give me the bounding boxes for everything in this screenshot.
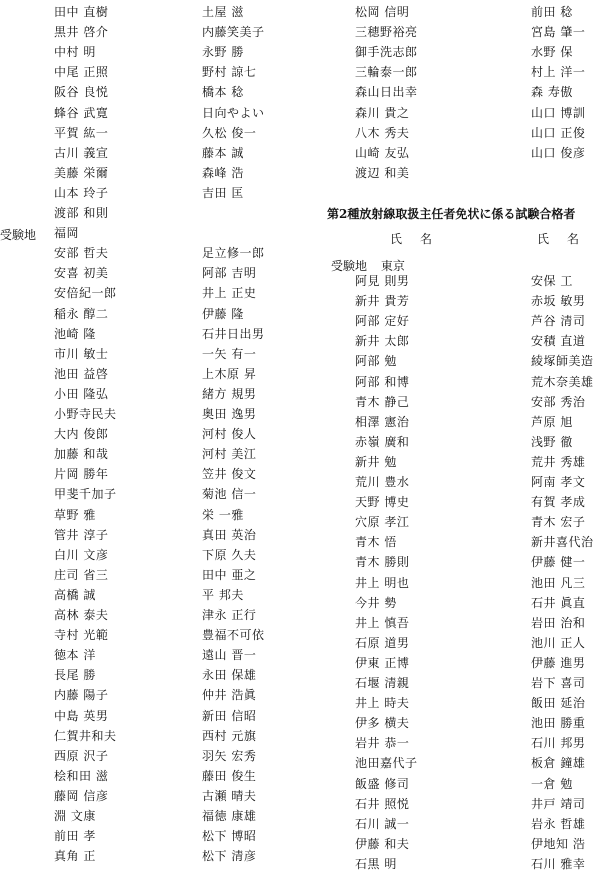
person-name: 橋本 稔	[202, 85, 244, 100]
person-name: 管井 淳子	[54, 527, 109, 542]
person-name: 仁賀井和夫	[54, 728, 117, 743]
person-name: 青木 悟	[355, 535, 397, 550]
label-fukuoka-exam-site	[0, 226, 36, 243]
person-name: 安積 直道	[531, 334, 586, 349]
person-name: 岩下 喜司	[531, 676, 586, 690]
person-name: 森峰 浩	[202, 165, 244, 180]
person-name: 日向やよい	[202, 105, 265, 120]
person-name: 上木原 昇	[202, 366, 257, 381]
person-name: 板倉 鐘雄	[531, 756, 586, 771]
tokyo-exam-site	[331, 257, 405, 274]
person-name: 久松 俊一	[202, 125, 257, 140]
person-name: 平 邦夫	[202, 587, 244, 602]
person-name: 西村 元旗	[202, 728, 257, 743]
person-name: 荒井 秀雄	[531, 454, 586, 469]
person-name: 新井 勉	[355, 454, 397, 469]
person-name: 伊藤 健一	[531, 555, 586, 570]
person-name: 有賀 孝成	[531, 495, 586, 510]
person-name: 古川 義宣	[54, 145, 109, 160]
person-name: 阿南 孝文	[531, 475, 586, 489]
person-name: 真田 英治	[202, 527, 257, 542]
person-name: 井上 慎吾	[355, 615, 410, 630]
person-name: 浅野 徹	[531, 434, 573, 449]
person-name: 伊多 横夫	[355, 716, 410, 731]
person-name: 小田 隆弘	[54, 386, 109, 401]
person-name: 山口 正俊	[531, 125, 586, 140]
person-name: 永野 勝	[202, 45, 244, 60]
person-name: 松下 博昭	[202, 829, 257, 844]
person-name: 八木 秀夫	[355, 125, 410, 140]
person-name: 阪谷 良悦	[54, 85, 109, 100]
person-name: 菊池 信一	[202, 487, 257, 502]
person-name: 石井 照悦	[355, 796, 410, 811]
person-name: 伊藤 和夫	[355, 836, 410, 851]
person-name: 石川 雅幸	[531, 856, 586, 871]
person-name: 伊藤 隆	[202, 306, 244, 321]
person-name: 平賀 紘一	[54, 125, 109, 140]
person-name: 山口 俊彦	[531, 145, 586, 160]
person-name: 市川 敏士	[54, 346, 109, 361]
person-name: 飯田 延治	[531, 696, 586, 711]
person-name: 村上 洋一	[531, 65, 586, 80]
person-name: 河村 俊人	[202, 427, 257, 442]
person-name: 池崎 隆	[54, 326, 96, 341]
person-name: 野村 諒七	[202, 65, 257, 80]
person-name: 石井日出男	[202, 326, 265, 341]
person-name: 石川 誠一	[355, 816, 410, 831]
person-name: 岩永 哲雄	[531, 816, 586, 831]
person-name: 石原 道男	[355, 635, 410, 650]
person-name: 稲永 醇二	[54, 306, 109, 321]
person-name: 石堰 清親	[355, 676, 410, 690]
person-name: 宮島 肇一	[531, 25, 586, 40]
person-name: 一矢 有一	[202, 346, 257, 361]
section-title: 第2種放射線取扱主任者免状に係る試験合格者	[327, 207, 576, 221]
person-name: 石川 邦男	[531, 736, 586, 751]
person-name: 阿部 吉明	[202, 266, 257, 281]
person-name: 伊東 正博	[355, 655, 410, 670]
header-name-right: 氏名	[537, 232, 598, 246]
person-name: 池田嘉代子	[355, 756, 418, 771]
person-name: 安喜 初美	[54, 266, 109, 281]
exam-site-label: 受験地	[0, 228, 37, 242]
person-name: 伊藤 進男	[531, 655, 586, 670]
person-name: 庄司 省三	[54, 567, 109, 582]
person-name: 石井 眞直	[531, 595, 586, 610]
person-name: 小野寺民夫	[54, 407, 117, 421]
person-name: 蜂谷 武寛	[54, 105, 109, 120]
person-name: 穴原 孝江	[355, 515, 410, 530]
person-name: 桧和田 滋	[54, 768, 109, 783]
person-name: 岩井 恭一	[355, 736, 410, 751]
person-name: 藤田 俊生	[202, 768, 257, 783]
person-name: 森山日出幸	[355, 85, 418, 100]
person-name: 高林 泰夫	[54, 608, 109, 622]
person-name: 片岡 勝年	[54, 467, 109, 482]
person-name: 下原 久夫	[202, 547, 257, 562]
person-name: 土屋 滋	[202, 5, 244, 19]
person-name: 森 寿傲	[531, 85, 573, 100]
person-name: 安部 哲夫	[54, 246, 109, 261]
person-name: 相澤 憲治	[355, 414, 410, 429]
person-name: 美藤 栄爾	[54, 165, 109, 180]
person-name: 仲井 浩眞	[202, 688, 257, 703]
person-name: 津永 正行	[202, 608, 257, 622]
person-name: 笠井 俊文	[202, 467, 257, 482]
person-name: 岩田 治和	[531, 615, 586, 630]
person-name: 阿見 則男	[355, 274, 410, 288]
person-name: 芦谷 清司	[531, 314, 586, 329]
person-name: 草野 雅	[54, 507, 96, 522]
person-name: 安保 工	[531, 274, 573, 288]
person-name: 芦原 旭	[531, 414, 573, 429]
person-name: 福岡	[54, 226, 80, 241]
person-name: 山口 博訓	[531, 105, 586, 120]
person-name: 天野 博史	[355, 495, 410, 510]
person-name: 井上 時夫	[355, 696, 410, 711]
person-name: 三穂野裕亮	[355, 25, 418, 40]
person-name: 大内 俊郎	[54, 427, 109, 442]
person-name: 中村 明	[54, 45, 96, 60]
person-name: 真角 正	[54, 849, 96, 864]
person-name: 淵 文康	[54, 809, 96, 823]
person-name: 阿部 勉	[355, 354, 397, 369]
person-name: 豊福不可依	[202, 628, 265, 643]
person-name: 青木 勝則	[355, 555, 410, 570]
person-name: 内藤 陽子	[54, 688, 109, 703]
person-name: 今井 勢	[355, 595, 397, 610]
person-name: 古瀬 晴夫	[202, 788, 257, 803]
person-name: 池田 勝重	[531, 716, 586, 731]
person-name: 新田 信昭	[202, 708, 257, 723]
person-name: 飯盛 修司	[355, 776, 410, 791]
person-name: 河村 美江	[202, 447, 257, 462]
person-name: 奥田 逸男	[202, 407, 257, 421]
person-name: 寺村 光範	[54, 628, 109, 643]
person-name: 甲斐千加子	[54, 487, 117, 502]
person-name: 長尾 勝	[54, 668, 96, 683]
person-name: 荒川 豊水	[355, 475, 410, 489]
person-name: 山本 玲子	[54, 185, 109, 200]
person-name: 中島 英男	[54, 708, 109, 723]
exam-site-place-2: 東京	[380, 259, 405, 273]
person-name: 加藤 和哉	[54, 447, 109, 462]
person-name: 井上 正史	[202, 286, 257, 301]
person-name: 青木 宏子	[531, 515, 586, 530]
person-name: 井上 明也	[355, 575, 410, 590]
person-name: 山崎 友弘	[355, 145, 410, 160]
person-name: 藤岡 信彦	[54, 788, 109, 803]
person-name: 綾塚師美造	[531, 354, 594, 369]
person-name: 御手洗志郎	[355, 45, 418, 60]
person-name: 赤坂 敏男	[531, 294, 586, 309]
person-name: 羽矢 宏秀	[202, 748, 257, 763]
person-name: 黒井 啓介	[54, 25, 109, 40]
person-name: 青木 静己	[355, 394, 410, 409]
person-name: 池田 凡三	[531, 575, 586, 590]
person-name: 足立修一郎	[202, 246, 265, 261]
person-name: 前田 稔	[531, 5, 573, 19]
person-name: 徳本 洋	[54, 648, 96, 663]
person-name: 遠山 晋一	[202, 648, 257, 663]
person-name: 井戸 靖司	[531, 796, 586, 811]
person-name: 前田 孝	[54, 829, 96, 844]
person-name: 伊地知 浩	[531, 836, 586, 851]
person-name: 藤本 誠	[202, 145, 244, 160]
person-name: 荒木奈美雄	[531, 374, 594, 389]
person-name: 松岡 信明	[355, 5, 410, 19]
person-name: 中尾 正照	[54, 65, 109, 80]
header-name-left: 氏名	[390, 232, 451, 246]
person-name: 石黒 明	[355, 856, 397, 871]
person-name: 田中 直樹	[54, 5, 109, 19]
person-name: 池田 益啓	[54, 366, 109, 381]
person-name: 内藤笑美子	[202, 25, 265, 40]
person-name: 渡辺 和美	[355, 165, 410, 180]
person-name: 高橋 誠	[54, 587, 96, 602]
person-name: 栄 一雅	[202, 507, 244, 522]
person-name: 田中 亜之	[202, 567, 257, 582]
person-name: 森川 貴之	[355, 105, 410, 120]
person-name: 松下 清彦	[202, 849, 257, 864]
person-name: 西原 沢子	[54, 748, 109, 763]
exam-site-label-2: 受験地	[331, 259, 368, 273]
person-name: 渡部 和則	[54, 206, 109, 220]
person-name: 赤嶺 廣和	[355, 434, 410, 449]
person-name: 水野 保	[531, 45, 573, 60]
person-name: 三輪泰一郎	[355, 65, 418, 80]
person-name: 永田 保雄	[202, 668, 257, 683]
person-name: 新井喜代治	[531, 535, 594, 550]
person-name: 吉田 匡	[202, 185, 244, 200]
person-name: 白川 文彦	[54, 547, 109, 562]
person-name: 新井 貴芳	[355, 294, 410, 309]
person-name: 阿部 定好	[355, 314, 410, 329]
person-name: 一倉 勉	[531, 776, 573, 791]
person-name: 新井 太郎	[355, 334, 410, 349]
person-name: 安倍紀一郎	[54, 286, 117, 301]
person-name: 池川 正人	[531, 635, 586, 650]
person-name: 阿部 和博	[355, 374, 410, 389]
person-name: 福徳 康雄	[202, 809, 257, 823]
person-name: 安部 秀治	[531, 394, 586, 409]
person-name: 緒方 規男	[202, 386, 257, 401]
